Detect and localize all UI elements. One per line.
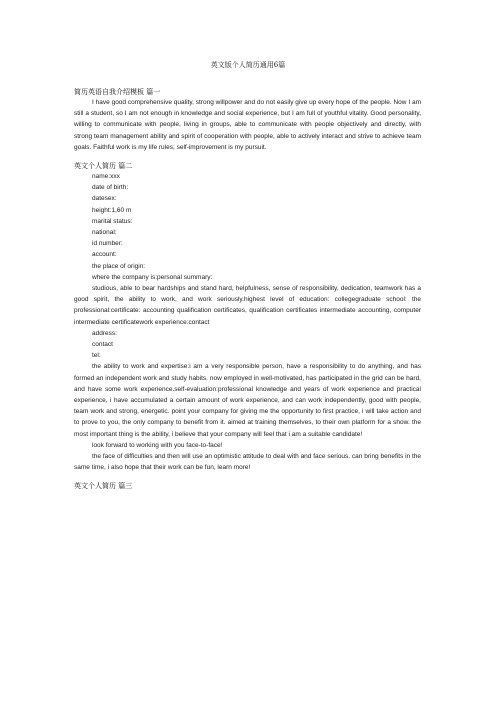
field-line: tel: (92, 352, 101, 360)
paragraph: look forward to working with you face-to-face! (92, 441, 223, 449)
field-line: where the company is:personal summary: (92, 273, 213, 281)
section-heading: 简历英语自我介绍模板 篇一 (74, 88, 161, 96)
paragraph: the ability to work and expertise:i am a very responsible person, have a responsibility to do anything, and has formed an independent work and study habits. now employed in well-motivated, has participated in the grid can be hard, and have some work experience.self-evaluation:professional knowledge and years of work experience and practical experience, i have accumulated a certain amount of work experience, and can work independently, good with people, team work and strong, energetic. point your company for giving me the opportunity to first practice, i will take action and to prove to you, the only company to benefit from it. aimed at training themselves, to their own platform for a show. the most important thing is the ability, i believe that your company will feel that i am a suitable candidate! (74, 363, 421, 438)
field-line: marital status: (92, 217, 133, 225)
field-line: national: (92, 229, 117, 237)
paragraph: studious, able to bear hardships and stand hard, helpfulness, sense of responsibility, dedication, teamwork has a good spirit, the ability to work, and work seriously.highest level of education: collegegraduate school: the professional:certificate: accounting qualification certificates, qualification certificates intermediate accounting, computer intermediate certificatework experience:contact (74, 285, 421, 326)
document-title: 英文版个人简历通用6篇 (210, 61, 286, 69)
paragraph: I have good comprehensive quality, strong willpower and do not easily give up every hope of the people. Now I am still a student, so I am not enough in knowledge and social experience, but I am full of youthful vitality. Good personality, willing to communicate with people, living in groups, able to communicate with people objectively and directly, with strong team management ability and spirit of cooperation with people, able to actively interact and strive to achieve team goals. Faithful work is my life rules, self-improvement is my pursuit. (74, 99, 421, 151)
section-heading: 英文个人简历 篇三 (74, 481, 133, 490)
section-1 (74, 87, 421, 153)
field-line: account: (92, 251, 117, 259)
field-line: date of birth: (92, 184, 129, 192)
field-line: id number: (92, 240, 123, 248)
document-body (74, 87, 421, 491)
field-line: name:xxx (92, 173, 120, 181)
field-line: datesex: (92, 195, 117, 203)
field-line: the place of origin: (92, 262, 146, 270)
section-2 (74, 161, 421, 473)
field-line: height:1,60 m (92, 206, 132, 214)
paragraph: the face of difficulties and then will use an optimistic attitude to deal with and face serious. can bring benefits in the same time, i also hope that their work can be fun, learn more! (74, 453, 421, 472)
section-3 (74, 481, 421, 491)
field-line: contact (92, 341, 113, 349)
section-heading: 英文个人简历 篇二 (74, 162, 133, 171)
field-line: address: (92, 329, 117, 337)
